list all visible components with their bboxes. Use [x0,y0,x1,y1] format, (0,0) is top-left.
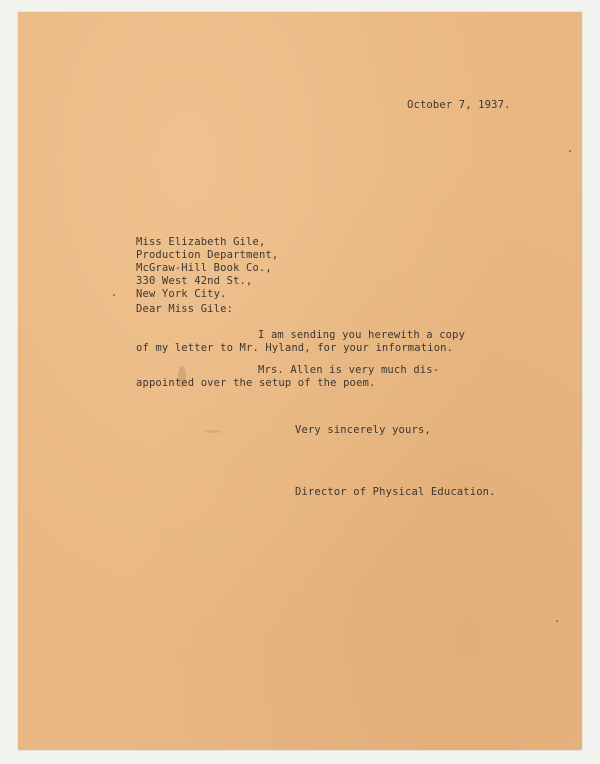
signature-title: Director of Physical Education. [295,486,496,498]
address-line: New York City. [136,288,227,300]
paragraph-line: Mrs. Allen is very much dis- [258,364,440,376]
paragraph-line: I am sending you herewith a copy [258,329,466,341]
address-line: Miss Elizabeth Gile, [136,236,266,248]
address-line: McGraw-Hill Book Co., [136,262,272,274]
closing: Very sincerely yours, [295,424,431,436]
address-line: Production Department, [136,249,279,261]
ink-smudge [178,366,186,388]
paragraph-line: of my letter to Mr. Hyland, for your information. [136,342,454,354]
address-line: 330 West 42nd St., [136,275,253,287]
letter-page [18,12,582,750]
ink-dot [569,150,571,152]
ink-smudge [204,430,222,433]
paragraph-line: appointed over the setup of the poem. [136,377,376,389]
ink-dot [113,294,115,296]
letter-date: October 7, 1937. [407,99,511,111]
ink-dot [556,620,558,622]
salutation: Dear Miss Gile: [136,303,234,315]
